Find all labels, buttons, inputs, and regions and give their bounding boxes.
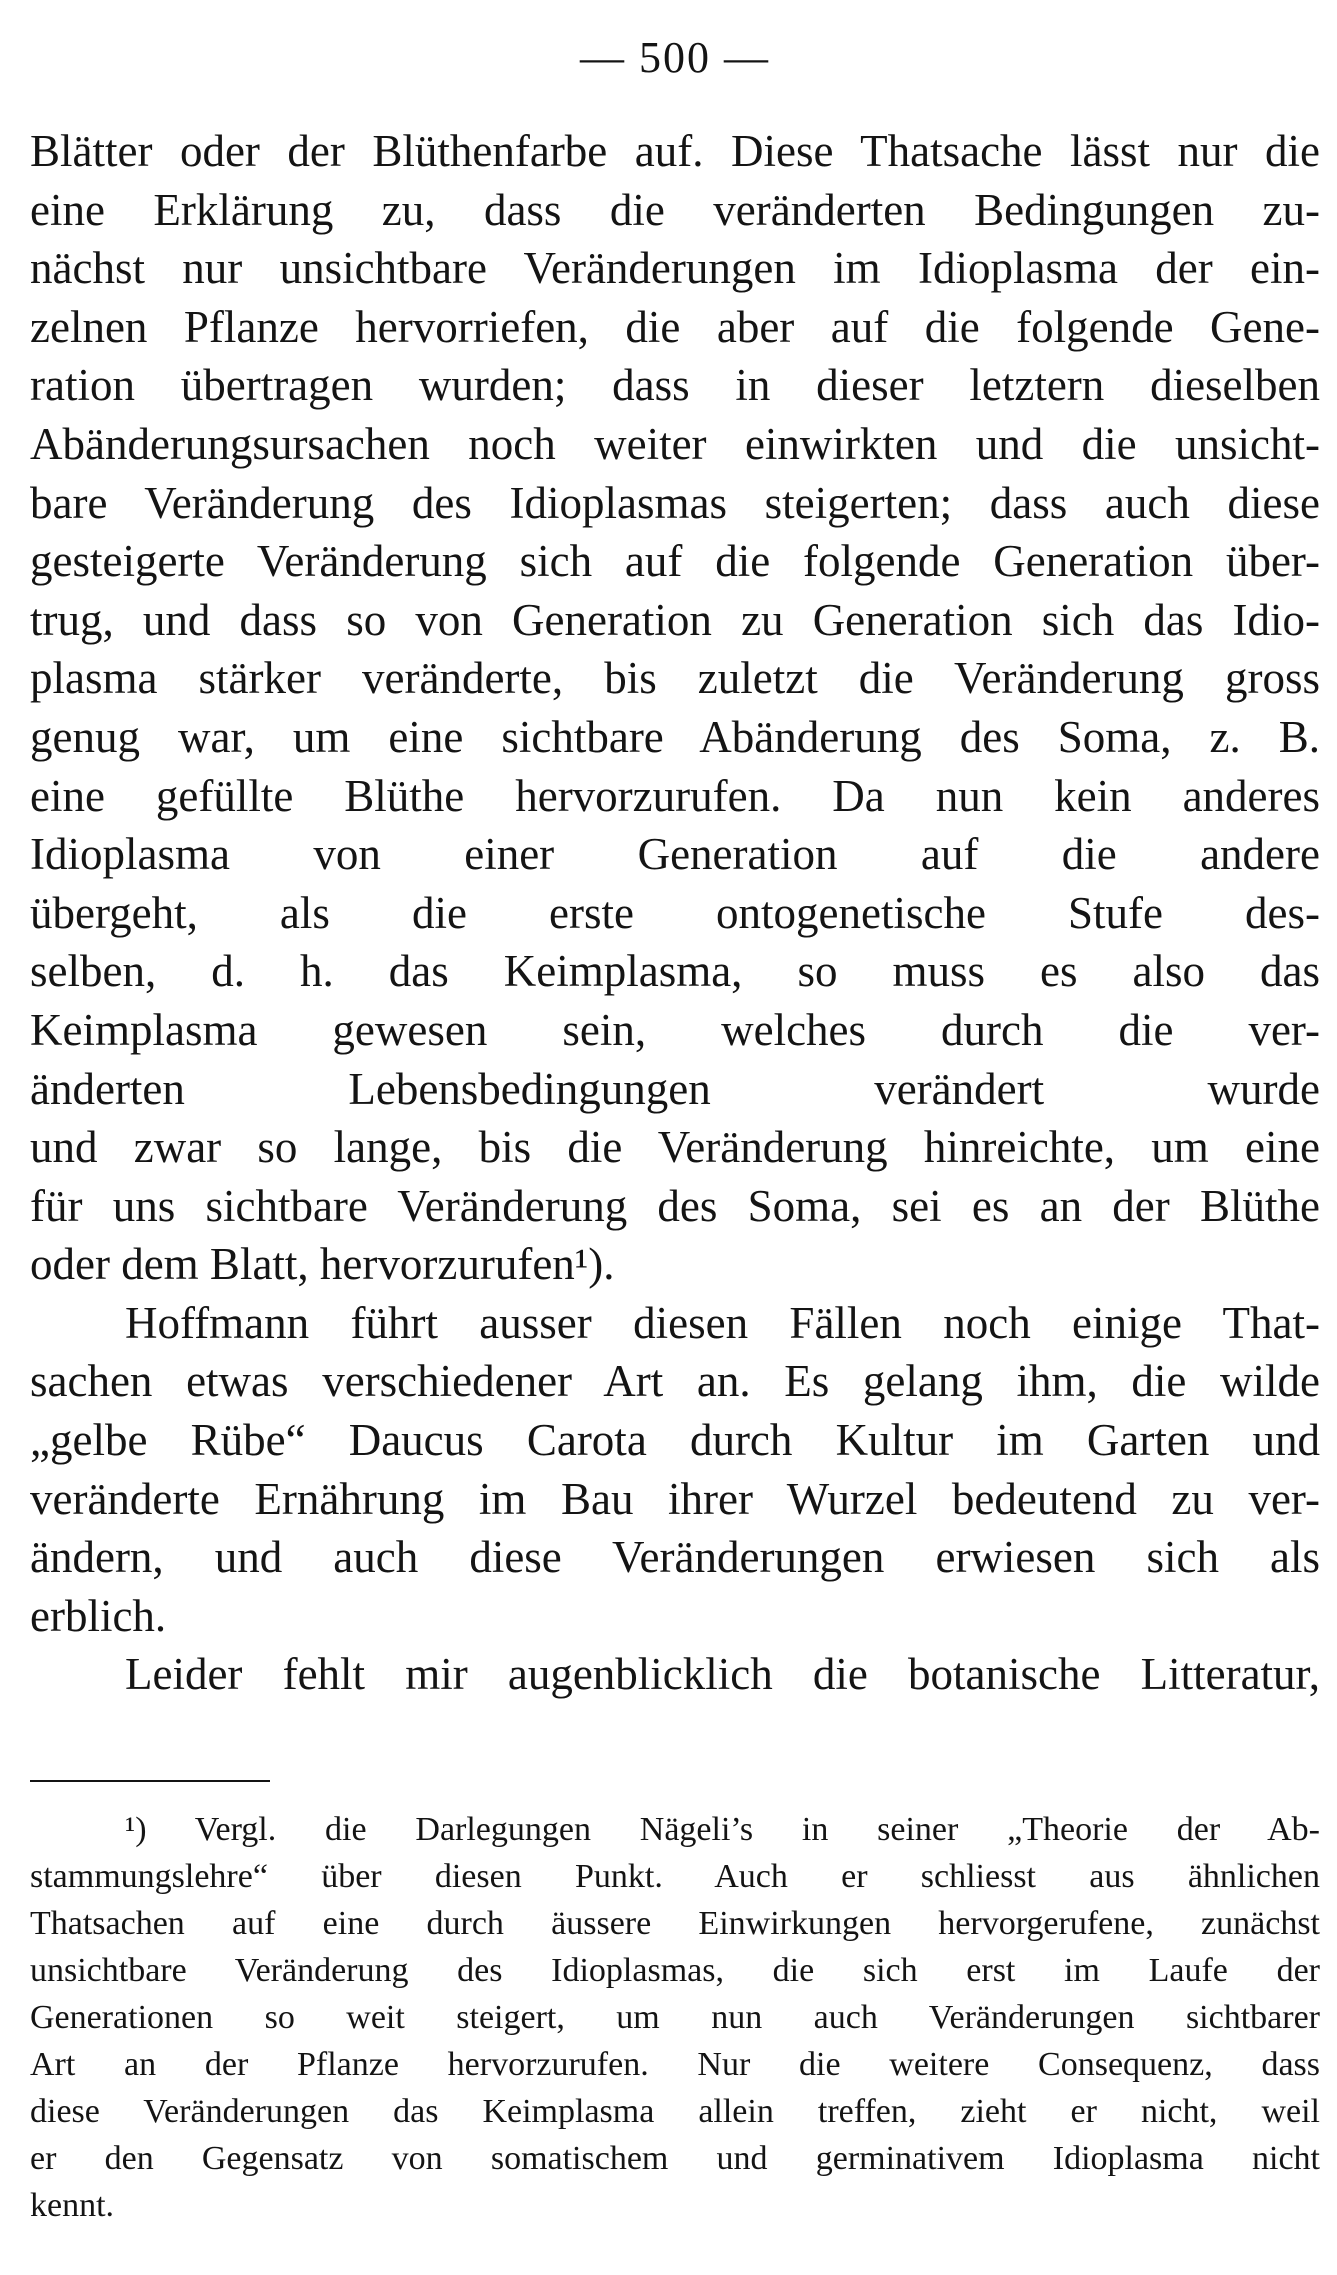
footnote-line: er den Gegensatz von somatischem und germinativem Idioplasma nicht bbox=[30, 2140, 1320, 2177]
page-number: — 500 — bbox=[580, 33, 770, 82]
text-line: plasma stärker veränderte, bis zuletzt die Veränderung gross bbox=[30, 653, 1320, 704]
text-line: und zwar so lange, bis die Veränderung hinreichte, um eine bbox=[30, 1122, 1320, 1173]
text-line: Leider fehlt mir augenblicklich die botanische Litteratur, bbox=[125, 1649, 1320, 1700]
main-text bbox=[30, 122, 1320, 1704]
text-line: übergeht, als die erste ontogenetische Stufe des- bbox=[30, 887, 1320, 938]
text-line: veränderte Ernährung im Bau ihrer Wurzel bedeutend zu ver- bbox=[30, 1473, 1320, 1524]
footnote bbox=[30, 1806, 1320, 2229]
text-line: für uns sichtbare Veränderung des Soma, sei es an der Blüthe bbox=[30, 1180, 1320, 1231]
text-line: zelnen Pflanze hervorriefen, die aber auf die folgende Gene- bbox=[30, 301, 1320, 352]
text-line: Abänderungsursachen noch weiter einwirkten und die unsicht- bbox=[30, 418, 1320, 469]
text-line: ändern, und auch diese Veränderungen erwiesen sich als bbox=[30, 1532, 1320, 1583]
footnote-line: diese Veränderungen das Keimplasma allein treffen, zieht er nicht, weil bbox=[30, 2093, 1320, 2130]
text-line: erblich. bbox=[30, 1590, 167, 1641]
text-line: selben, d. h. das Keimplasma, so muss es also das bbox=[30, 946, 1320, 997]
text-line: eine Erklärung zu, dass die veränderten Bedingungen zu- bbox=[30, 184, 1320, 235]
text-line: Keimplasma gewesen sein, welches durch die ver- bbox=[30, 1004, 1320, 1055]
text-line: gesteigerte Veränderung sich auf die folgende Generation über- bbox=[30, 536, 1320, 587]
footnote-line: Generationen so weit steigert, um nun auch Veränderungen sichtbarer bbox=[30, 1999, 1320, 2036]
footnote-line: kennt. bbox=[30, 2187, 115, 2224]
text-line: oder dem Blatt, hervorzurufen¹). bbox=[30, 1239, 615, 1290]
footnote-line: stammungslehre“ über diesen Punkt. Auch er schliesst aus ähnlichen bbox=[30, 1858, 1320, 1895]
text-line: bare Veränderung des Idioplasmas steigerten; dass auch diese bbox=[30, 477, 1320, 528]
footnote-line: Art an der Pflanze hervorzurufen. Nur die weitere Consequenz, dass bbox=[30, 2046, 1320, 2083]
text-line: eine gefüllte Blüthe hervorzurufen. Da nun kein anderes bbox=[30, 770, 1320, 821]
text-line: Hoffmann führt ausser diesen Fällen noch einige That- bbox=[125, 1297, 1320, 1348]
footnote-line: ¹) Vergl. die Darlegungen Nägeli’s in seiner „Theorie der Ab- bbox=[125, 1811, 1320, 1848]
text-line: Idioplasma von einer Generation auf die andere bbox=[30, 829, 1320, 880]
text-line: änderten Lebensbedingungen verändert wurde bbox=[30, 1063, 1320, 1114]
text-line: sachen etwas verschiedener Art an. Es gelang ihm, die wilde bbox=[30, 1356, 1320, 1407]
footnote-line: Thatsachen auf eine durch äussere Einwirkungen hervorgerufene, zunächst bbox=[30, 1905, 1320, 1942]
text-line: Blätter oder der Blüthenfarbe auf. Diese Thatsache lässt nur die bbox=[30, 126, 1320, 176]
text-line: nächst nur unsichtbare Veränderungen im Idioplasma der ein- bbox=[30, 243, 1320, 294]
footnote-separator bbox=[30, 1780, 270, 1782]
text-line: „gelbe Rübe“ Daucus Carota durch Kultur im Garten und bbox=[30, 1415, 1320, 1466]
document-page bbox=[30, 30, 1320, 2260]
text-line: genug war, um eine sichtbare Abänderung des Soma, z. B. bbox=[30, 711, 1320, 762]
footnote-line: unsichtbare Veränderung des Idioplasmas, die sich erst im Laufe der bbox=[30, 1952, 1320, 1989]
text-line: ration übertragen wurden; dass in dieser letztern dieselben bbox=[30, 360, 1320, 411]
text-line: trug, und dass so von Generation zu Generation sich das Idio- bbox=[30, 594, 1320, 645]
